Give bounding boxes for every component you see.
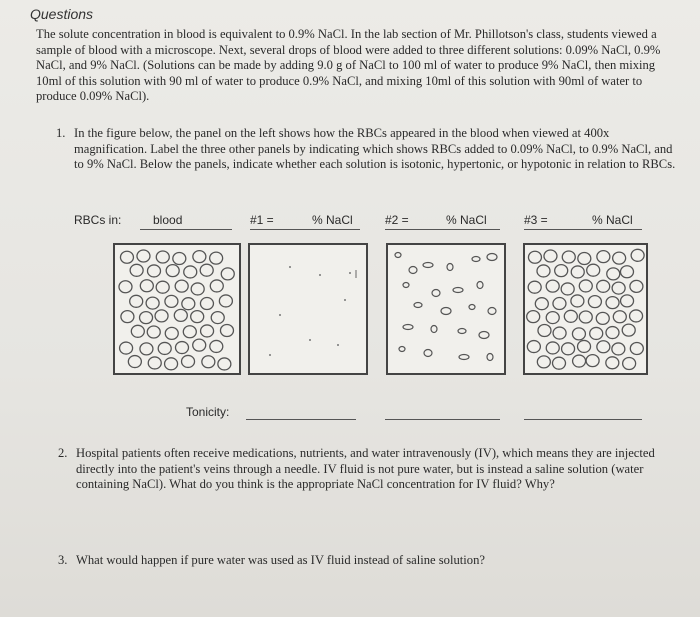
- red-blood-cell: [119, 281, 132, 293]
- panel-3-underline[interactable]: [524, 229, 642, 230]
- red-blood-cell: [140, 312, 153, 324]
- shrunken-cell: [423, 263, 433, 268]
- red-blood-cell: [537, 356, 550, 368]
- panel-2: [386, 243, 506, 375]
- red-blood-cell: [630, 280, 643, 292]
- red-blood-cell: [553, 327, 566, 339]
- red-blood-cell: [128, 356, 141, 368]
- question-2-number: 2.: [58, 446, 68, 460]
- question-1: [56, 126, 678, 173]
- red-blood-cell: [140, 343, 153, 355]
- shrunken-cell: [488, 308, 496, 315]
- red-blood-cell: [546, 342, 559, 354]
- red-blood-cell: [175, 342, 188, 354]
- shrunken-cell: [424, 350, 432, 357]
- shrunken-cell: [487, 254, 497, 261]
- red-blood-cell: [165, 358, 178, 370]
- blood-cells-drawing: [115, 245, 239, 373]
- red-blood-cell: [561, 283, 574, 295]
- blood-panel: [113, 243, 241, 375]
- red-blood-cell: [182, 355, 195, 367]
- red-blood-cell: [155, 310, 168, 322]
- tonicity-blank-3[interactable]: [524, 419, 642, 420]
- red-blood-cell: [606, 357, 619, 369]
- red-blood-cell: [166, 265, 179, 277]
- question-2-text: Hospital patients often receive medications, nutrients, and water intravenously (IV), which means they are injected directly into the patient's veins through a needle. IV fluid is not pure water, but is instead a saline solution (water containing NaCl). What do you think is the appropriate NaCl concentration for IV fluid? Why?: [76, 446, 655, 491]
- section-heading: Questions: [30, 6, 94, 22]
- red-blood-cell: [121, 311, 134, 323]
- red-blood-cell: [612, 343, 625, 355]
- shrunken-cell: [441, 308, 451, 315]
- red-blood-cell: [193, 251, 206, 263]
- red-blood-cell: [175, 280, 188, 292]
- red-blood-cell: [586, 355, 599, 367]
- red-blood-cell: [528, 281, 541, 293]
- red-blood-cell: [137, 250, 150, 262]
- red-blood-cell: [130, 264, 143, 276]
- question-3-text: What would happen if pure water was used as IV fluid instead of saline solution?: [76, 553, 485, 567]
- red-blood-cell: [579, 311, 592, 323]
- red-blood-cell: [597, 251, 610, 263]
- red-blood-cell: [146, 297, 159, 309]
- red-blood-cell: [193, 339, 206, 351]
- red-blood-cell: [597, 280, 610, 292]
- red-blood-cell: [620, 266, 633, 278]
- red-blood-cell: [631, 249, 644, 261]
- red-blood-cell: [613, 311, 626, 323]
- red-blood-cell: [140, 280, 153, 292]
- red-blood-cell: [622, 324, 635, 336]
- cell-debris: [337, 344, 339, 346]
- shrunken-cell: [447, 264, 453, 271]
- tonicity-blank-1[interactable]: [246, 419, 356, 420]
- red-blood-cell: [165, 295, 178, 307]
- red-blood-cell: [578, 253, 591, 265]
- question-1-text: In the figure below, the panel on the left shows how the RBCs appeared in the blood when viewed at 400x magnification. Label the three other panels by indicating which shows RBCs added to 0.09% NaCl, to 0.9% NaCl, and to 9% NaCl. Below the panels, indicate whether each solution is isotonic, hypertonic, or hypotonic in relation to RBCs.: [74, 126, 676, 171]
- red-blood-cell: [571, 295, 584, 307]
- shrunken-cell: [414, 303, 422, 308]
- tonicity-blank-2[interactable]: [385, 419, 500, 420]
- red-blood-cell: [211, 312, 224, 324]
- shrunken-cell: [431, 326, 437, 333]
- red-blood-cell: [147, 326, 160, 338]
- intro-paragraph: The solute concentration in blood is equivalent to 0.9% NaCl. In the lab section of Mr. Phillotson's class, students viewed a sample of blood with a microscope. Next, several drops of blood were added to three different solutions: 0.09% NaCl, 0.9% NaCl, and 9% NaCl. (Solutions can be made by adding 9.0 g of NaCl to 100 ml of water to produce 9% NaCl, then mixing 10ml of this solution with 90 ml of water to produce 0.9% NaCl, and mixing 10ml of this solution with 90ml of water to produce 0.09% NaCl).: [36, 27, 661, 103]
- red-blood-cell: [147, 265, 160, 277]
- red-blood-cell: [148, 357, 161, 369]
- question-2: [58, 446, 683, 493]
- red-blood-cell: [184, 266, 197, 278]
- red-blood-cell: [553, 298, 566, 310]
- red-blood-cell: [544, 250, 557, 262]
- cell-debris: [309, 339, 311, 341]
- red-blood-cell: [219, 295, 232, 307]
- panel-1-drawing: [250, 245, 366, 373]
- red-blood-cell: [596, 312, 609, 324]
- red-blood-cell: [606, 327, 619, 339]
- cell-debris: [289, 266, 291, 268]
- red-blood-cell: [579, 280, 592, 292]
- red-blood-cell: [571, 266, 584, 278]
- question-3: [58, 553, 683, 569]
- red-blood-cell: [573, 355, 586, 367]
- panel-2-underline[interactable]: [385, 229, 500, 230]
- red-blood-cell: [218, 358, 231, 370]
- shrunken-cell: [459, 355, 469, 360]
- red-blood-cell: [165, 327, 178, 339]
- cell-debris: [319, 274, 321, 276]
- red-blood-cell: [210, 340, 223, 352]
- shrunken-cell: [453, 288, 463, 293]
- panel-2-unit: % NaCl: [446, 213, 487, 227]
- panel-1-underline[interactable]: [250, 229, 360, 230]
- red-blood-cell: [527, 311, 540, 323]
- shrunken-cell: [432, 290, 440, 297]
- red-blood-cell: [562, 251, 575, 263]
- panel-1: [248, 243, 368, 375]
- red-blood-cell: [607, 268, 620, 280]
- shrunken-cell: [409, 267, 417, 274]
- panel-3-label: #3 =: [524, 213, 548, 227]
- red-blood-cell: [578, 340, 591, 352]
- panel-1-label: #1 =: [250, 213, 274, 227]
- red-blood-cell: [174, 309, 187, 321]
- panel-3-unit: % NaCl: [592, 213, 633, 227]
- cell-debris: [269, 354, 271, 356]
- shrunken-cell: [403, 283, 409, 288]
- red-blood-cell: [156, 251, 169, 263]
- red-blood-cell: [538, 325, 551, 337]
- shrunken-cell: [399, 347, 405, 352]
- red-blood-cell: [120, 342, 133, 354]
- red-blood-cell: [621, 295, 634, 307]
- red-blood-cell: [564, 310, 577, 322]
- red-blood-cell: [590, 327, 603, 339]
- red-blood-cell: [220, 325, 233, 337]
- red-blood-cell: [156, 281, 169, 293]
- red-blood-cell: [537, 265, 550, 277]
- red-blood-cell: [546, 312, 559, 324]
- red-blood-cell: [200, 264, 213, 276]
- red-blood-cell: [588, 296, 601, 308]
- red-blood-cell: [553, 357, 566, 369]
- red-blood-cell: [130, 295, 143, 307]
- panel-2-drawing: [388, 245, 504, 373]
- shrunken-cell: [477, 282, 483, 289]
- shrunken-cell: [472, 257, 480, 262]
- shrunken-cell: [487, 354, 493, 361]
- blood-underline: [140, 229, 232, 230]
- red-blood-cell: [202, 356, 215, 368]
- rbcs-in-label: RBCs in:: [74, 213, 122, 227]
- blood-label: blood: [153, 213, 183, 227]
- red-blood-cell: [221, 268, 234, 280]
- red-blood-cell: [191, 283, 204, 295]
- red-blood-cell: [587, 264, 600, 276]
- red-blood-cell: [210, 252, 223, 264]
- red-blood-cell: [555, 265, 568, 277]
- red-blood-cell: [183, 326, 196, 338]
- red-blood-cell: [612, 282, 625, 294]
- red-blood-cell: [630, 310, 643, 322]
- red-blood-cell: [623, 357, 636, 369]
- red-blood-cell: [210, 280, 223, 292]
- red-blood-cell: [630, 342, 643, 354]
- red-blood-cell: [131, 325, 144, 337]
- shrunken-cell: [458, 329, 466, 334]
- red-blood-cell: [528, 251, 541, 263]
- tonicity-label: Tonicity:: [186, 405, 230, 419]
- shrunken-cell: [395, 253, 401, 258]
- red-blood-cell: [562, 343, 575, 355]
- cell-debris: [344, 299, 346, 301]
- red-blood-cell: [606, 297, 619, 309]
- red-blood-cell: [535, 298, 548, 310]
- red-blood-cell: [546, 280, 559, 292]
- red-blood-cell: [191, 311, 204, 323]
- red-blood-cell: [201, 325, 214, 337]
- shrunken-cell: [479, 332, 489, 339]
- panel-2-label: #2 =: [385, 213, 409, 227]
- panel-1-unit: % NaCl: [312, 213, 353, 227]
- shrunken-cell: [403, 325, 413, 330]
- red-blood-cell: [613, 252, 626, 264]
- red-blood-cell: [120, 251, 133, 263]
- panel-3: [523, 243, 648, 375]
- cell-debris: [349, 272, 351, 274]
- red-blood-cell: [158, 342, 171, 354]
- panel-3-drawing: [525, 245, 646, 373]
- cell-debris: [279, 314, 281, 316]
- red-blood-cell: [527, 341, 540, 353]
- question-3-number: 3.: [58, 553, 68, 567]
- red-blood-cell: [572, 328, 585, 340]
- red-blood-cell: [597, 341, 610, 353]
- red-blood-cell: [200, 298, 213, 310]
- question-1-number: 1.: [56, 126, 66, 140]
- panel-labels: [0, 213, 700, 237]
- shrunken-cell: [469, 305, 475, 310]
- red-blood-cell: [173, 253, 186, 265]
- red-blood-cell: [182, 298, 195, 310]
